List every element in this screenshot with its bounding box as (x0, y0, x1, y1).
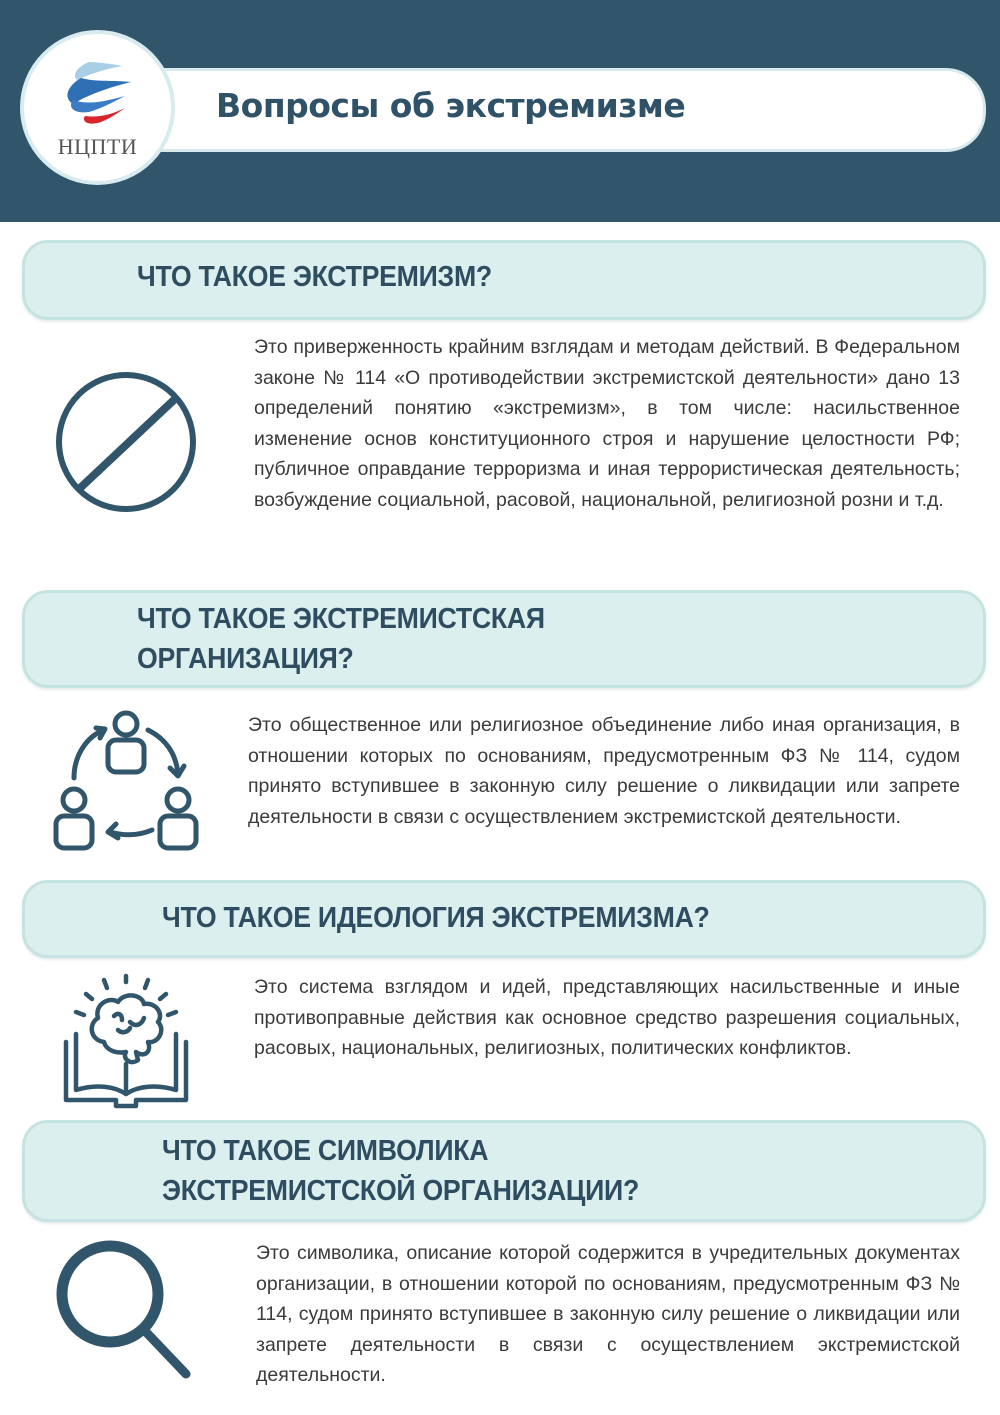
section-title-symbols-line1: ЧТО ТАКОЕ СИМВОЛИКА (162, 1135, 489, 1167)
section-text-extremism: Это приверженность крайним взглядам и методам действий. В Федеральном законе № 114 «О противодействии экстремистской деятельности» дано 13 определений понятию «экстремизм», в том числе: насильственное изменение основ конституционного строя и нарушение целостности РФ; публичное оправдание терроризма и иная террористическая деятельность; возбуждение социальной, расовой, национальной, религиозной розни и т.д. (254, 336, 960, 511)
section-title-organization-line1: ЧТО ТАКОЕ ЭКСТРЕМИСТСКАЯ (137, 603, 545, 635)
section-title-ideology: ЧТО ТАКОЕ ИДЕОЛОГИЯ ЭКСТРЕМИЗМА? (162, 902, 710, 934)
magnifier-icon (52, 1236, 202, 1386)
section-text-ideology: Это система взглядом и идей, представляющих насильственные и иные противоправные действия как основное средство разрешения социальных, расовых, национальных, религиозных, политических конфликтов. (254, 976, 960, 1059)
section-text-symbols: Это символика, описание которой содержится в учредительных документах организации, в отношении которой по основаниям, предусмотренным ФЗ № 114, судом принято вступившее в законную силу решение о ликвидации или запрете деятельности в связи с осуществлением экстремистской деятельности. (256, 1242, 960, 1386)
prohibited-icon (52, 368, 200, 516)
logo-swirl-icon (59, 56, 139, 134)
section-title-symbols-line2: ЭКСТРЕМИСТСКОЙ ОРГАНИЗАЦИИ? (162, 1175, 639, 1207)
brain-book-icon (56, 972, 196, 1112)
section-title-extremism: ЧТО ТАКОЕ ЭКСТРЕМИЗМ? (137, 261, 492, 293)
people-cycle-icon (52, 708, 200, 852)
section-title-organization-line2: ОРГАНИЗАЦИЯ? (137, 643, 354, 675)
logo (20, 30, 175, 185)
section-text-organization: Это общественное или религиозное объединение либо иная организация, в отношении которых по основаниям, предусмотренным ФЗ № 114, судом принято вступившее в законную силу решение о ликвидации или запрете деятельности в связи с осуществлением экстремистской деятельности. (248, 714, 960, 828)
logo-text: НЦПТИ (57, 134, 138, 159)
page-title: Вопросы об экстремизме (216, 86, 686, 125)
